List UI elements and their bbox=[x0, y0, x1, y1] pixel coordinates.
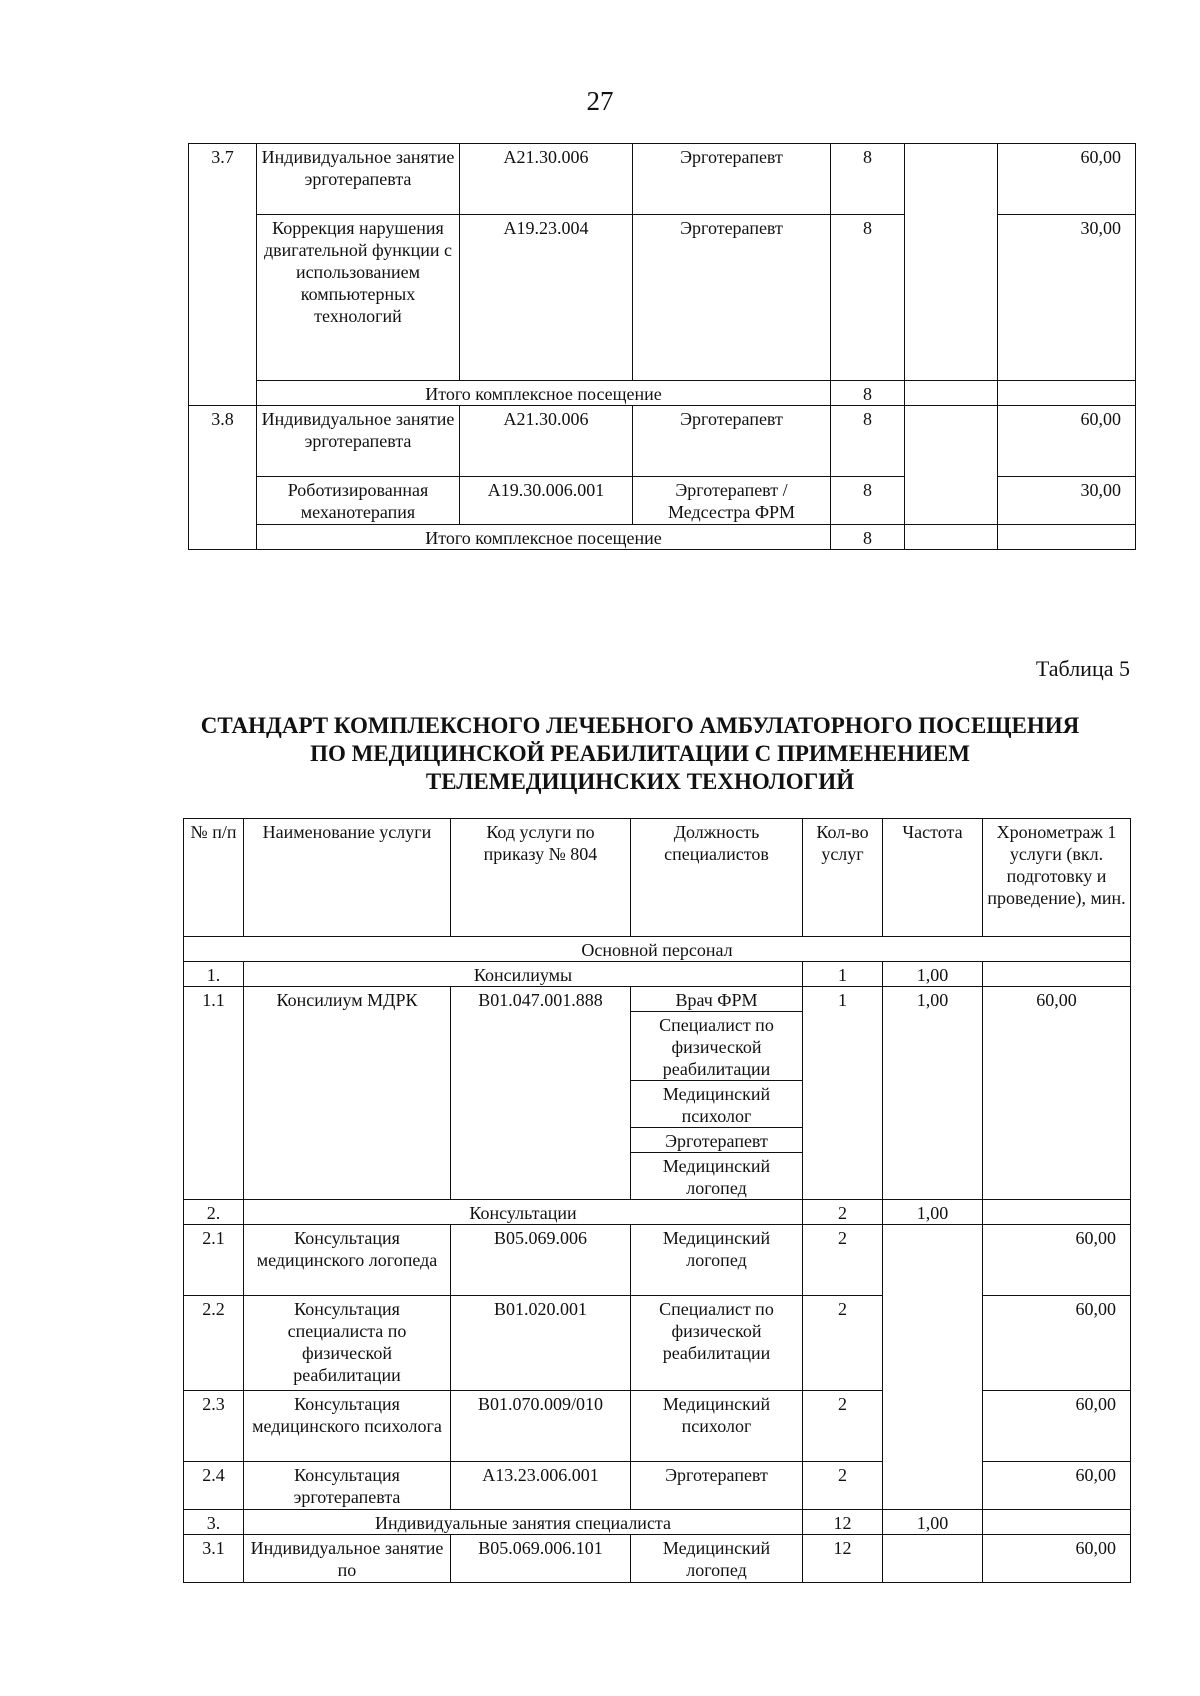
service-name: Консультация медицинского логопеда bbox=[244, 1225, 451, 1296]
group-frequency: 1,00 bbox=[883, 1510, 983, 1535]
service-count: 8 bbox=[831, 406, 905, 477]
table-row bbox=[184, 1225, 1131, 1296]
group-number: 3.8 bbox=[189, 406, 257, 550]
service-name: Консультация эрготерапевта bbox=[244, 1462, 451, 1510]
table-caption: Таблица 5 bbox=[1035, 656, 1130, 681]
section-title: Основной персонал bbox=[184, 937, 1131, 962]
row-number: 3.1 bbox=[184, 1535, 244, 1583]
continuation-table bbox=[188, 143, 1136, 550]
specialist: Эрготерапевт bbox=[633, 144, 831, 215]
frequency bbox=[905, 525, 998, 550]
header-frequency: Частота bbox=[883, 819, 983, 937]
table-row bbox=[184, 1462, 1131, 1510]
row-number: 1.1 bbox=[184, 987, 244, 1200]
group-label: Консилиумы bbox=[244, 962, 803, 987]
service-code: В01.070.009/010 bbox=[451, 1391, 631, 1462]
title-line: СТАНДАРТ КОМПЛЕКСНОГО ЛЕЧЕБНОГО АМБУЛАТОРНОГО ПОСЕЩЕНИЯ bbox=[200, 713, 1080, 738]
service-name: Индивидуальное занятие эрготерапевта bbox=[257, 144, 460, 215]
service-name: Роботизированная механотерапия bbox=[257, 477, 460, 525]
duration: 60,00 bbox=[998, 406, 1136, 477]
title-line: ТЕЛЕМЕДИЦИНСКИХ ТЕХНОЛОГИЙ bbox=[425, 769, 855, 794]
service-count: 2 bbox=[803, 1296, 883, 1391]
duration bbox=[998, 525, 1136, 550]
group-number: 3.7 bbox=[189, 144, 257, 406]
row-number: 2.2 bbox=[184, 1296, 244, 1391]
specialist: Эрготерапевт bbox=[631, 1128, 802, 1153]
service-name: Индивидуальное занятие эрготерапевта bbox=[257, 406, 460, 477]
duration: 60,00 bbox=[983, 1296, 1131, 1391]
service-code: В01.020.001 bbox=[451, 1296, 631, 1391]
header-duration: Хронометраж 1 услуги (вкл. подготовку и проведение), мин. bbox=[983, 819, 1131, 937]
group-duration bbox=[983, 1510, 1131, 1535]
row-number: 2.4 bbox=[184, 1462, 244, 1510]
service-name: Индивидуальное занятие по bbox=[244, 1535, 451, 1583]
header-code: Код услуги по приказу № 804 bbox=[451, 819, 631, 937]
group-label: Индивидуальные занятия специалиста bbox=[244, 1510, 803, 1535]
specialist: Медицинский логопед bbox=[662, 1156, 771, 1198]
document-title bbox=[150, 712, 1130, 796]
frequency bbox=[883, 1225, 983, 1510]
total-count: 8 bbox=[831, 381, 905, 406]
specialist: Медицинский логопед bbox=[631, 1225, 803, 1296]
total-label: Итого комплексное посещение bbox=[257, 525, 831, 550]
duration: 60,00 bbox=[983, 1391, 1131, 1462]
specialist: Врач ФРМ bbox=[631, 987, 802, 1012]
group-count: 12 bbox=[803, 1510, 883, 1535]
service-code: А19.23.004 bbox=[460, 215, 633, 381]
duration: 60,00 bbox=[983, 1462, 1131, 1510]
table-row bbox=[189, 144, 1136, 215]
group-number: 2. bbox=[184, 1200, 244, 1225]
frequency: 1,00 bbox=[883, 987, 983, 1200]
total-row bbox=[189, 525, 1136, 550]
header-specialist: Должность специалистов bbox=[631, 819, 803, 937]
frequency bbox=[905, 381, 998, 406]
group-count: 1 bbox=[803, 962, 883, 987]
duration: 60,00 bbox=[983, 1225, 1131, 1296]
page-number: 27 bbox=[586, 86, 614, 116]
table-row bbox=[184, 987, 1131, 1200]
section-row bbox=[184, 937, 1131, 962]
table-row bbox=[189, 406, 1136, 477]
specialist: Эрготерапевт bbox=[631, 1462, 803, 1510]
total-count: 8 bbox=[831, 525, 905, 550]
table-row bbox=[184, 1535, 1131, 1583]
header-count: Кол-во услуг bbox=[803, 819, 883, 937]
service-code: В05.069.006.101 bbox=[451, 1535, 631, 1583]
table-row bbox=[184, 1296, 1131, 1391]
header-name: Наименование услуги bbox=[244, 819, 451, 937]
title-line: ПО МЕДИЦИНСКОЙ РЕАБИЛИТАЦИИ С ПРИМЕНЕНИЕМ bbox=[310, 741, 970, 766]
group-duration bbox=[983, 1200, 1131, 1225]
group-frequency: 1,00 bbox=[883, 1200, 983, 1225]
service-count: 2 bbox=[803, 1225, 883, 1296]
frequency bbox=[905, 406, 998, 525]
service-name: Консультация медицинского психолога bbox=[244, 1391, 451, 1462]
header-row bbox=[184, 819, 1131, 937]
specialist: Медицинский логопед bbox=[631, 1535, 803, 1583]
service-name: Коррекция нарушения двигательной функции с использованием компьютерных технологий bbox=[257, 215, 460, 381]
duration: 30,00 bbox=[998, 477, 1136, 525]
duration bbox=[998, 381, 1136, 406]
standard-table bbox=[183, 818, 1131, 1583]
service-code: А19.30.006.001 bbox=[460, 477, 633, 525]
service-count: 8 bbox=[831, 144, 905, 215]
service-code: А13.23.006.001 bbox=[451, 1462, 631, 1510]
group-row bbox=[184, 962, 1131, 987]
group-label: Консультации bbox=[244, 1200, 803, 1225]
service-code: А21.30.006 bbox=[460, 144, 633, 215]
service-count: 8 bbox=[831, 477, 905, 525]
group-number: 3. bbox=[184, 1510, 244, 1535]
duration: 60,00 bbox=[998, 144, 1136, 215]
group-duration bbox=[983, 962, 1131, 987]
specialist: Специалист по физической реабилитации bbox=[631, 1012, 802, 1081]
service-code: В01.047.001.888 bbox=[451, 987, 631, 1200]
specialist: Специалист по физической реабилитации bbox=[631, 1296, 803, 1391]
header-num: № п/п bbox=[184, 819, 244, 937]
table-row bbox=[184, 1391, 1131, 1462]
service-code: В05.069.006 bbox=[451, 1225, 631, 1296]
row-number: 2.3 bbox=[184, 1391, 244, 1462]
duration: 60,00 bbox=[983, 1535, 1131, 1583]
specialist: Медицинский психолог bbox=[631, 1081, 802, 1128]
row-number: 2.1 bbox=[184, 1225, 244, 1296]
specialists-list bbox=[631, 987, 803, 1200]
group-row bbox=[184, 1510, 1131, 1535]
service-name: Консультация специалиста по физической реабилитации bbox=[244, 1296, 451, 1391]
group-count: 2 bbox=[803, 1200, 883, 1225]
service-code: А21.30.006 bbox=[460, 406, 633, 477]
total-label: Итого комплексное посещение bbox=[257, 381, 831, 406]
service-count: 2 bbox=[803, 1462, 883, 1510]
specialist: Эрготерапевт bbox=[633, 215, 831, 381]
service-count: 2 bbox=[803, 1391, 883, 1462]
group-frequency: 1,00 bbox=[883, 962, 983, 987]
service-count: 1 bbox=[803, 987, 883, 1200]
specialist: Медицинский психолог bbox=[631, 1391, 803, 1462]
specialist: Эрготерапевт / Медсестра ФРМ bbox=[633, 477, 831, 525]
duration: 60,00 bbox=[983, 987, 1131, 1200]
frequency bbox=[883, 1535, 983, 1583]
group-number: 1. bbox=[184, 962, 244, 987]
service-name: Консилиум МДРК bbox=[244, 987, 451, 1200]
service-count: 12 bbox=[803, 1535, 883, 1583]
frequency bbox=[905, 144, 998, 381]
total-row bbox=[189, 381, 1136, 406]
specialist: Эрготерапевт bbox=[633, 406, 831, 477]
group-row bbox=[184, 1200, 1131, 1225]
service-count: 8 bbox=[831, 215, 905, 381]
duration: 30,00 bbox=[998, 215, 1136, 381]
